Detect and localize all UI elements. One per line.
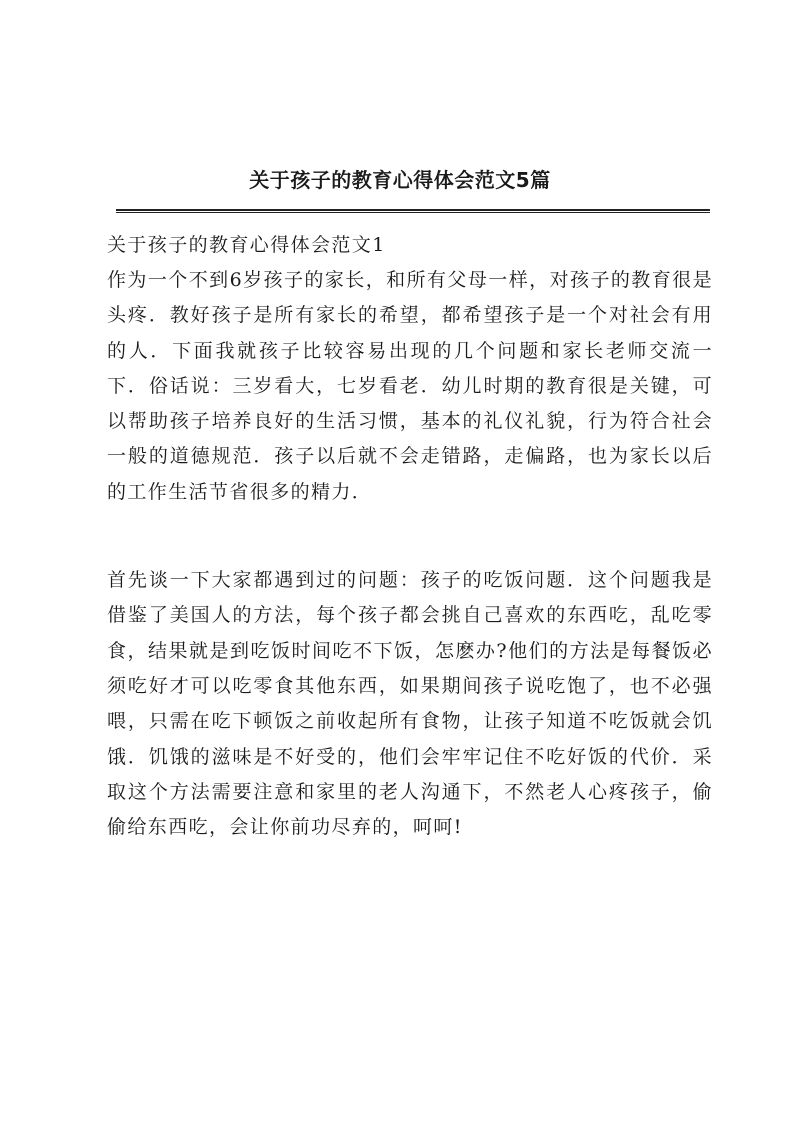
paragraph-2: 首先谈一下大家都遇到过的问题：孩子的吃饭问题．这个问题我是借鉴了美国人的方法，每个孩子都会挑自己喜欢的东西吃，乱吃零食，结果就是到吃饭时间吃不下饭，怎麽办?他们的方法是每餐饭必须吃好才可以吃零食其他东西，如果期间孩子说吃饱了，也不必强喂，只需在吃下顿饭之前收起所有食物，让孩子知道不吃饭就会饥饿．饥饿的滋味是不好受的，他们会牢牢记住不吃好饭的代价．采取这个方法需要注意和家里的老人沟通下，不然老人心疼孩子，偷偷给东西吃，会让你前功尽弃的，呵呵! bbox=[107, 569, 713, 839]
title-divider bbox=[116, 209, 710, 213]
document-body bbox=[107, 228, 713, 845]
section-heading: 关于孩子的教育心得体会范文1 bbox=[107, 234, 386, 256]
paragraph-1: 作为一个不到6岁孩子的家长，和所有父母一样，对孩子的教育很是头疼．教好孩子是所有家长的希望，都希望孩子是一个对社会有用的人．下面我就孩子比较容易出现的几个问题和家长老师交流一下．俗话说：三岁看大，七岁看老．幼儿时期的教育很是关键，可以帮助孩子培养良好的生活习惯，基本的礼仪礼貌，行为符合社会一般的道德规范．孩子以后就不会走错路，走偏路，也为家长以后的工作生活节省很多的精力． bbox=[107, 269, 713, 503]
document-title: 关于孩子的教育心得体会范文5篇 bbox=[249, 168, 551, 192]
